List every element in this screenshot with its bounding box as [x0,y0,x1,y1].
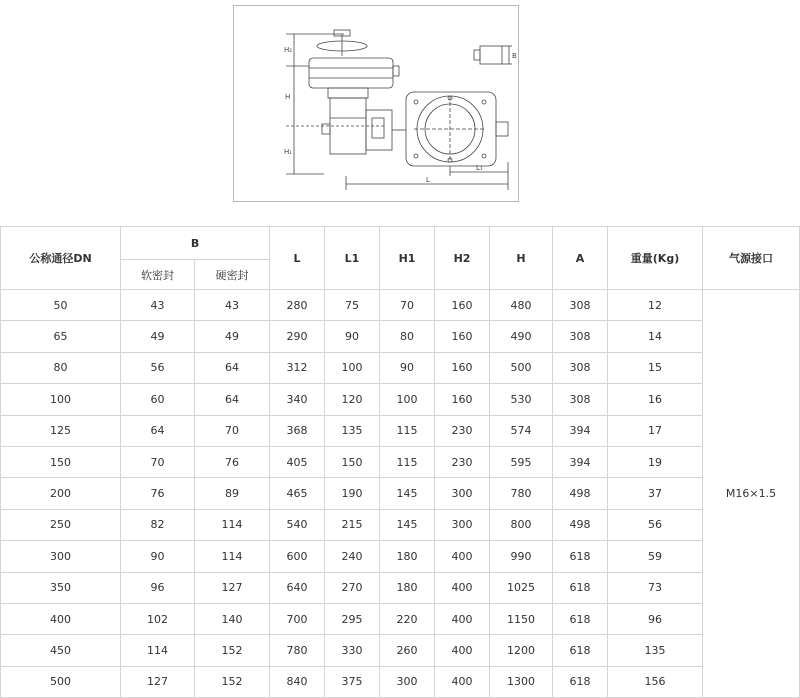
cell-l1: 75 [325,290,380,321]
cell-b-soft: 64 [121,415,195,446]
cell-l1: 120 [325,384,380,415]
cell-l: 340 [270,384,325,415]
table-row [1,666,800,697]
cell-weight: 17 [608,415,703,446]
cell-dn: 150 [1,446,121,477]
cell-h: 490 [490,321,553,352]
cell-l1: 330 [325,635,380,666]
header-h: H [490,227,553,290]
cell-l: 280 [270,290,325,321]
cell-h1: 180 [380,541,435,572]
cell-a: 308 [553,384,608,415]
dim-label-h1: H₁ [284,148,293,156]
header-air-port: 气源接口 [703,227,800,290]
cell-b-hard: 114 [195,509,270,540]
table-row [1,321,800,352]
cell-dn: 450 [1,635,121,666]
cell-h: 574 [490,415,553,446]
valve-drawing-svg [234,6,518,201]
table-row [1,478,800,509]
cell-h2: 230 [435,415,490,446]
cell-l1: 375 [325,666,380,697]
cell-h: 780 [490,478,553,509]
cell-b-soft: 102 [121,603,195,634]
cell-b-soft: 114 [121,635,195,666]
dim-label-h2: H₂ [284,46,293,54]
cell-dn: 100 [1,384,121,415]
cell-l1: 190 [325,478,380,509]
cell-h2: 160 [435,321,490,352]
header-l1: L1 [325,227,380,290]
dim-label-l1: L₁ [476,164,483,172]
dim-label-h: H [285,93,291,101]
cell-h1: 90 [380,352,435,383]
cell-b-hard: 43 [195,290,270,321]
cell-dn: 350 [1,572,121,603]
cell-b-soft: 49 [121,321,195,352]
cell-dn: 500 [1,666,121,697]
cell-l: 368 [270,415,325,446]
cell-weight: 59 [608,541,703,572]
cell-l1: 240 [325,541,380,572]
cell-h2: 300 [435,509,490,540]
cell-weight: 56 [608,509,703,540]
cell-weight: 96 [608,603,703,634]
cell-l: 840 [270,666,325,697]
table-row [1,446,800,477]
cell-air-port: M16×1.5 [703,290,800,698]
cell-weight: 156 [608,666,703,697]
cell-a: 498 [553,478,608,509]
cell-dn: 65 [1,321,121,352]
cell-b-soft: 70 [121,446,195,477]
cell-l: 540 [270,509,325,540]
cell-dn: 50 [1,290,121,321]
cell-weight: 135 [608,635,703,666]
cell-b-hard: 64 [195,352,270,383]
cell-h2: 160 [435,290,490,321]
cell-h2: 400 [435,541,490,572]
cell-h2: 400 [435,603,490,634]
cell-weight: 12 [608,290,703,321]
cell-h1: 70 [380,290,435,321]
cell-h2: 400 [435,572,490,603]
table-row [1,415,800,446]
cell-h: 595 [490,446,553,477]
cell-dn: 300 [1,541,121,572]
cell-l: 600 [270,541,325,572]
dim-label-b: B [512,52,517,60]
header-a: A [553,227,608,290]
cell-h1: 260 [380,635,435,666]
cell-h: 530 [490,384,553,415]
cell-b-soft: 56 [121,352,195,383]
spec-table [0,226,800,698]
cell-h: 1150 [490,603,553,634]
cell-h: 990 [490,541,553,572]
cell-a: 618 [553,666,608,697]
cell-b-soft: 82 [121,509,195,540]
cell-h: 800 [490,509,553,540]
cell-weight: 19 [608,446,703,477]
cell-h1: 115 [380,446,435,477]
table-row [1,352,800,383]
header-h1: H1 [380,227,435,290]
table-row [1,509,800,540]
table-row [1,290,800,321]
cell-a: 618 [553,603,608,634]
cell-weight: 15 [608,352,703,383]
cell-weight: 14 [608,321,703,352]
table-row [1,541,800,572]
header-b-hard: 硬密封 [195,260,270,290]
cell-l1: 295 [325,603,380,634]
cell-h1: 80 [380,321,435,352]
cell-b-soft: 127 [121,666,195,697]
cell-b-hard: 64 [195,384,270,415]
cell-a: 618 [553,572,608,603]
cell-b-hard: 140 [195,603,270,634]
header-row [1,227,800,260]
cell-h: 1025 [490,572,553,603]
cell-h1: 220 [380,603,435,634]
cell-h1: 145 [380,509,435,540]
cell-a: 498 [553,509,608,540]
cell-weight: 16 [608,384,703,415]
cell-a: 308 [553,290,608,321]
cell-h1: 100 [380,384,435,415]
cell-l1: 90 [325,321,380,352]
cell-h2: 160 [435,352,490,383]
cell-b-hard: 114 [195,541,270,572]
cell-dn: 125 [1,415,121,446]
header-weight: 重量(Kg) [608,227,703,290]
cell-dn: 200 [1,478,121,509]
header-b-soft: 软密封 [121,260,195,290]
cell-l1: 100 [325,352,380,383]
cell-h1: 145 [380,478,435,509]
cell-l: 640 [270,572,325,603]
cell-a: 394 [553,415,608,446]
cell-b-hard: 76 [195,446,270,477]
cell-weight: 37 [608,478,703,509]
cell-b-hard: 152 [195,635,270,666]
cell-h2: 160 [435,384,490,415]
table-row [1,572,800,603]
cell-a: 394 [553,446,608,477]
cell-h2: 400 [435,635,490,666]
valve-dimension-drawing [233,5,519,202]
header-dn: 公称通径DN [1,227,121,290]
cell-h: 480 [490,290,553,321]
dim-label-l: L [426,176,430,184]
cell-h: 500 [490,352,553,383]
cell-b-hard: 49 [195,321,270,352]
table-row [1,635,800,666]
cell-dn: 80 [1,352,121,383]
cell-h2: 230 [435,446,490,477]
cell-h1: 115 [380,415,435,446]
cell-h: 1300 [490,666,553,697]
cell-b-soft: 60 [121,384,195,415]
cell-dn: 400 [1,603,121,634]
cell-l: 700 [270,603,325,634]
cell-l1: 270 [325,572,380,603]
table-row [1,603,800,634]
cell-a: 618 [553,635,608,666]
cell-b-hard: 152 [195,666,270,697]
cell-l: 465 [270,478,325,509]
cell-h1: 300 [380,666,435,697]
cell-b-soft: 76 [121,478,195,509]
cell-l1: 135 [325,415,380,446]
header-b: B [121,227,270,260]
cell-l: 405 [270,446,325,477]
cell-h2: 300 [435,478,490,509]
cell-b-hard: 127 [195,572,270,603]
cell-l1: 215 [325,509,380,540]
cell-a: 308 [553,321,608,352]
cell-b-hard: 70 [195,415,270,446]
cell-h: 1200 [490,635,553,666]
header-h2: H2 [435,227,490,290]
cell-weight: 73 [608,572,703,603]
cell-b-soft: 96 [121,572,195,603]
cell-h1: 180 [380,572,435,603]
cell-b-soft: 43 [121,290,195,321]
cell-l: 312 [270,352,325,383]
cell-a: 308 [553,352,608,383]
header-l: L [270,227,325,290]
spec-table-body [1,290,800,698]
table-row [1,384,800,415]
cell-dn: 250 [1,509,121,540]
cell-l1: 150 [325,446,380,477]
cell-b-hard: 89 [195,478,270,509]
cell-a: 618 [553,541,608,572]
cell-l: 780 [270,635,325,666]
cell-h2: 400 [435,666,490,697]
cell-l: 290 [270,321,325,352]
cell-b-soft: 90 [121,541,195,572]
